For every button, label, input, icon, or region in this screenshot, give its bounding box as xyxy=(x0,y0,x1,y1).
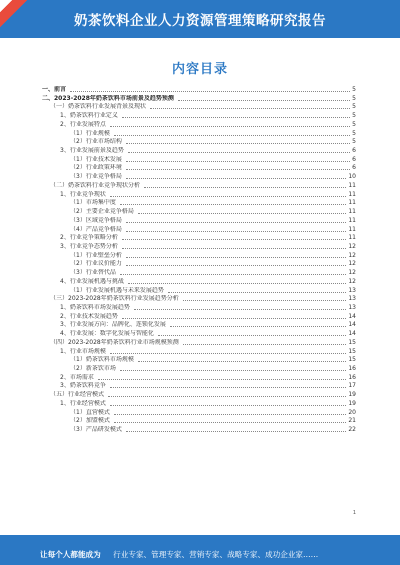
toc-entry-title: （1）市场集中度 xyxy=(70,199,116,207)
toc-entry-title: （4）产品竞争格局 xyxy=(70,225,122,233)
toc-entry-title: 1、行业竞争现状 xyxy=(60,190,106,198)
toc-entry-page: 11 xyxy=(348,190,356,198)
toc-entry-page: 13 xyxy=(348,286,356,294)
toc-entry-page: 6 xyxy=(352,147,356,155)
toc-leader-dots xyxy=(126,226,347,232)
toc-entry-title: 1、奶茶饮料市场发展趋势 xyxy=(60,303,130,311)
toc-entry[interactable] xyxy=(42,409,356,418)
toc-entry-title: （2）主要企业竞争格局 xyxy=(70,208,134,216)
toc-leader-dots xyxy=(178,95,350,101)
toc-entry-page: 11 xyxy=(348,199,356,207)
toc-leader-dots xyxy=(108,391,346,397)
toc-entry-title: （四）2023-2028年奶茶饮料行业市场规模预测 xyxy=(50,338,179,346)
toc-entry[interactable] xyxy=(42,252,356,261)
toc-entry[interactable] xyxy=(42,391,356,400)
toc-entry-title: （2）行业政策环境 xyxy=(70,164,122,172)
toc-entry-title: （3）区域竞争格局 xyxy=(70,216,122,224)
footer-text xyxy=(40,549,382,560)
toc-entry-title: 2、行业技术发展趋势 xyxy=(60,312,118,320)
toc-entry-title: （一）奶茶饮料行业发展背景及现状 xyxy=(50,103,147,111)
toc-entry-page: 16 xyxy=(348,365,356,372)
toc-leader-dots xyxy=(126,426,347,432)
toc-leader-dots xyxy=(120,269,347,275)
toc-leader-dots xyxy=(128,278,347,284)
toc-leader-dots xyxy=(170,321,347,327)
toc-leader-dots xyxy=(150,103,350,109)
toc-leader-dots xyxy=(114,130,350,136)
toc-entry-title: （五）行业经营模式 xyxy=(50,391,105,399)
toc-leader-dots xyxy=(122,313,347,319)
toc-entry-page: 12 xyxy=(348,269,356,277)
toc-entry[interactable] xyxy=(42,382,356,391)
toc-entry-title: 一、前言 xyxy=(42,86,67,93)
toc-leader-dots xyxy=(126,260,347,266)
toc-leader-dots xyxy=(126,138,350,144)
toc-entry-page: 20 xyxy=(348,408,356,416)
toc-entry-page: 19 xyxy=(348,399,356,407)
toc-entry-page: 17 xyxy=(348,382,356,390)
toc-entry[interactable] xyxy=(42,313,356,322)
toc-entry-page: 13 xyxy=(348,303,356,311)
toc-entry-title: （2）行业议价能力 xyxy=(70,260,122,268)
toc-entry[interactable] xyxy=(42,208,356,217)
toc-leader-dots xyxy=(110,121,350,127)
toc-entry[interactable] xyxy=(42,103,356,112)
toc-entry-title: （2）加盟模式 xyxy=(70,417,110,425)
toc-entry[interactable] xyxy=(42,287,356,296)
toc-leader-dots xyxy=(70,86,350,92)
toc-leader-dots xyxy=(114,409,347,415)
toc-entry-page: 13 xyxy=(348,295,356,303)
toc-leader-dots xyxy=(120,365,347,371)
header-bar xyxy=(0,0,400,38)
toc-leader-dots xyxy=(126,164,350,170)
toc-entry[interactable] xyxy=(42,121,356,130)
toc-entry[interactable] xyxy=(42,260,356,269)
toc-entry[interactable] xyxy=(42,348,356,357)
toc-entry-page: 21 xyxy=(348,417,356,425)
toc-entry[interactable] xyxy=(42,269,356,278)
toc-entry-title: （1）直营模式 xyxy=(70,408,110,416)
toc-leader-dots xyxy=(110,400,347,406)
toc-entry-title: （1）行业技术发展 xyxy=(70,155,122,163)
toc-leader-dots xyxy=(144,182,346,188)
toc-leader-dots xyxy=(126,252,347,258)
toc-entry-title: 1、奶茶饮料行业定义 xyxy=(60,112,118,120)
toc-leader-dots xyxy=(168,287,347,293)
toc-entry-title: （3）产品研发模式 xyxy=(70,426,122,434)
toc-entry-page: 5 xyxy=(352,86,356,93)
toc-entry-page: 5 xyxy=(352,94,356,102)
toc-entry-page: 11 xyxy=(348,216,356,224)
toc-entry[interactable] xyxy=(42,95,356,104)
toc-entry-page: 19 xyxy=(348,391,356,399)
toc-entry-page: 5 xyxy=(352,112,356,120)
toc-entry-page: 11 xyxy=(348,234,356,242)
toc-leader-dots xyxy=(98,374,347,380)
toc-entry-page: 6 xyxy=(352,164,356,172)
toc-leader-dots xyxy=(138,208,347,214)
toc-entry-page: 15 xyxy=(348,356,356,364)
toc-entry[interactable] xyxy=(42,426,356,435)
toc-entry-page: 12 xyxy=(348,242,356,250)
toc-leader-dots xyxy=(126,217,347,223)
footer-tags: 行业专家、管理专家、营销专家、战略专家、成功企业家…… xyxy=(113,550,319,559)
toc-entry[interactable] xyxy=(42,182,356,191)
toc-entry-title: （2）新茶饮市场 xyxy=(70,365,116,372)
toc-leader-dots xyxy=(138,356,347,362)
toc-heading: 内容目录 xyxy=(171,62,228,77)
toc-entry[interactable] xyxy=(42,330,356,339)
toc-entry-title: （3）行业竞争格局 xyxy=(70,173,122,181)
toc-entry-title: （1）行业规模 xyxy=(70,129,110,137)
toc-entry-page: 5 xyxy=(352,120,356,128)
toc-entry-page: 6 xyxy=(352,155,356,163)
toc-entry[interactable] xyxy=(42,365,356,374)
toc-leader-dots xyxy=(122,243,347,249)
toc-entry-page: 14 xyxy=(348,312,356,320)
toc-entry-title: 2、市场需求 xyxy=(60,373,94,381)
toc-leader-dots xyxy=(158,330,347,336)
toc-entry[interactable] xyxy=(42,295,356,304)
toc-entry-page: 5 xyxy=(352,103,356,111)
toc-entry[interactable] xyxy=(42,138,356,147)
footer-bar xyxy=(0,535,400,565)
toc-entry[interactable] xyxy=(42,164,356,173)
toc-entry-title: 二、2023-2028年奶茶饮料市场前景及趋势预测 xyxy=(42,94,174,102)
toc-entry-page: 12 xyxy=(348,277,356,285)
toc-leader-dots xyxy=(120,199,347,205)
toc-entry-page: 11 xyxy=(348,181,356,189)
toc-entry[interactable] xyxy=(42,147,356,156)
toc-entry[interactable] xyxy=(42,304,356,313)
toc-entry-page: 11 xyxy=(348,208,356,216)
toc-leader-dots xyxy=(183,339,347,345)
toc-entry-page: 22 xyxy=(348,426,356,434)
toc-entry-page: 15 xyxy=(348,347,356,355)
toc-entry[interactable] xyxy=(42,400,356,409)
toc-entry[interactable] xyxy=(42,374,356,383)
toc-entry-title: （二）奶茶饮料行业竞争现状分析 xyxy=(50,181,141,189)
toc-entry[interactable] xyxy=(42,356,356,365)
toc-entry-title: 2、行业竞争策略分析 xyxy=(60,234,118,242)
toc-entry[interactable] xyxy=(42,130,356,139)
toc-leader-dots xyxy=(110,348,347,354)
page-number: 1 xyxy=(352,510,356,516)
toc-entry-page: 5 xyxy=(352,138,356,146)
toc-leader-dots xyxy=(183,295,347,301)
toc-entry[interactable] xyxy=(42,217,356,226)
toc-entry-title: （1）行业壁垒分析 xyxy=(70,251,122,259)
toc-entry[interactable] xyxy=(42,173,356,182)
toc-leader-dots xyxy=(110,191,347,197)
toc-entry[interactable] xyxy=(42,191,356,200)
toc-entry-title: 3、行业发展前景及趋势 xyxy=(60,147,124,155)
toc-entry-page: 14 xyxy=(348,330,356,338)
report-title: 奶茶饮料企业人力资源管理策略研究报告 xyxy=(74,13,326,29)
toc-entry-page: 14 xyxy=(348,321,356,329)
toc-leader-dots xyxy=(122,234,347,240)
toc-entry[interactable] xyxy=(42,278,356,287)
toc-entry-title: 3、行业竞争态势分析 xyxy=(60,242,118,250)
toc-leader-dots xyxy=(134,304,347,310)
toc-entry[interactable] xyxy=(42,226,356,235)
toc-entry-title: （3）行业替代品 xyxy=(70,269,116,277)
toc-entry-title: 3、奶茶饮料竞争 xyxy=(60,382,106,390)
toc-entry-title: （1）奶茶饮料市场规模 xyxy=(70,356,134,364)
toc-entry[interactable] xyxy=(42,417,356,426)
toc-entry-title: 1、行业市场规模 xyxy=(60,347,106,355)
toc-leader-dots xyxy=(110,382,347,388)
toc-leader-dots xyxy=(122,112,350,118)
toc-entry-title: （2）行业市场结构 xyxy=(70,138,122,146)
toc-entry-page: 16 xyxy=(348,373,356,381)
toc-entry[interactable] xyxy=(42,339,356,348)
toc-entry-title: （1）行业发展机遇与未来发展趋势 xyxy=(70,286,164,294)
toc-entry-page: 11 xyxy=(348,225,356,233)
toc-entry[interactable] xyxy=(42,112,356,121)
toc-entry-page: 15 xyxy=(348,338,356,346)
toc-entry-page: 5 xyxy=(352,129,356,137)
toc-entry-title: 4、行业发展：数字化发展与智能化 xyxy=(60,330,154,338)
toc-entry[interactable] xyxy=(42,234,356,243)
table-of-contents xyxy=(42,86,356,506)
toc-entry-title: （三）2023-2028年奶茶饮料行业发展趋势分析 xyxy=(50,295,179,303)
toc-entry-title: 1、行业经营模式 xyxy=(60,399,106,407)
toc-leader-dots xyxy=(126,156,350,162)
toc-leader-dots xyxy=(126,173,347,179)
toc-leader-dots xyxy=(128,147,350,153)
toc-entry[interactable] xyxy=(42,199,356,208)
toc-entry-title: 4、行业发展机遇与挑战 xyxy=(60,277,124,285)
toc-entry-page: 10 xyxy=(348,173,356,181)
toc-leader-dots xyxy=(114,417,347,423)
toc-entry-title: 2、行业发展特点 xyxy=(60,120,106,128)
toc-entry-page: 12 xyxy=(348,251,356,259)
toc-entry[interactable] xyxy=(42,86,356,95)
toc-entry-page: 12 xyxy=(348,260,356,268)
toc-entry[interactable] xyxy=(42,243,356,252)
toc-entry-title: 3、行业发展方向：品牌化、连锁化发展 xyxy=(60,321,166,329)
toc-entry[interactable] xyxy=(42,156,356,165)
toc-entry[interactable] xyxy=(42,321,356,330)
footer-slogan: 让每个人都能成为 xyxy=(40,550,101,559)
